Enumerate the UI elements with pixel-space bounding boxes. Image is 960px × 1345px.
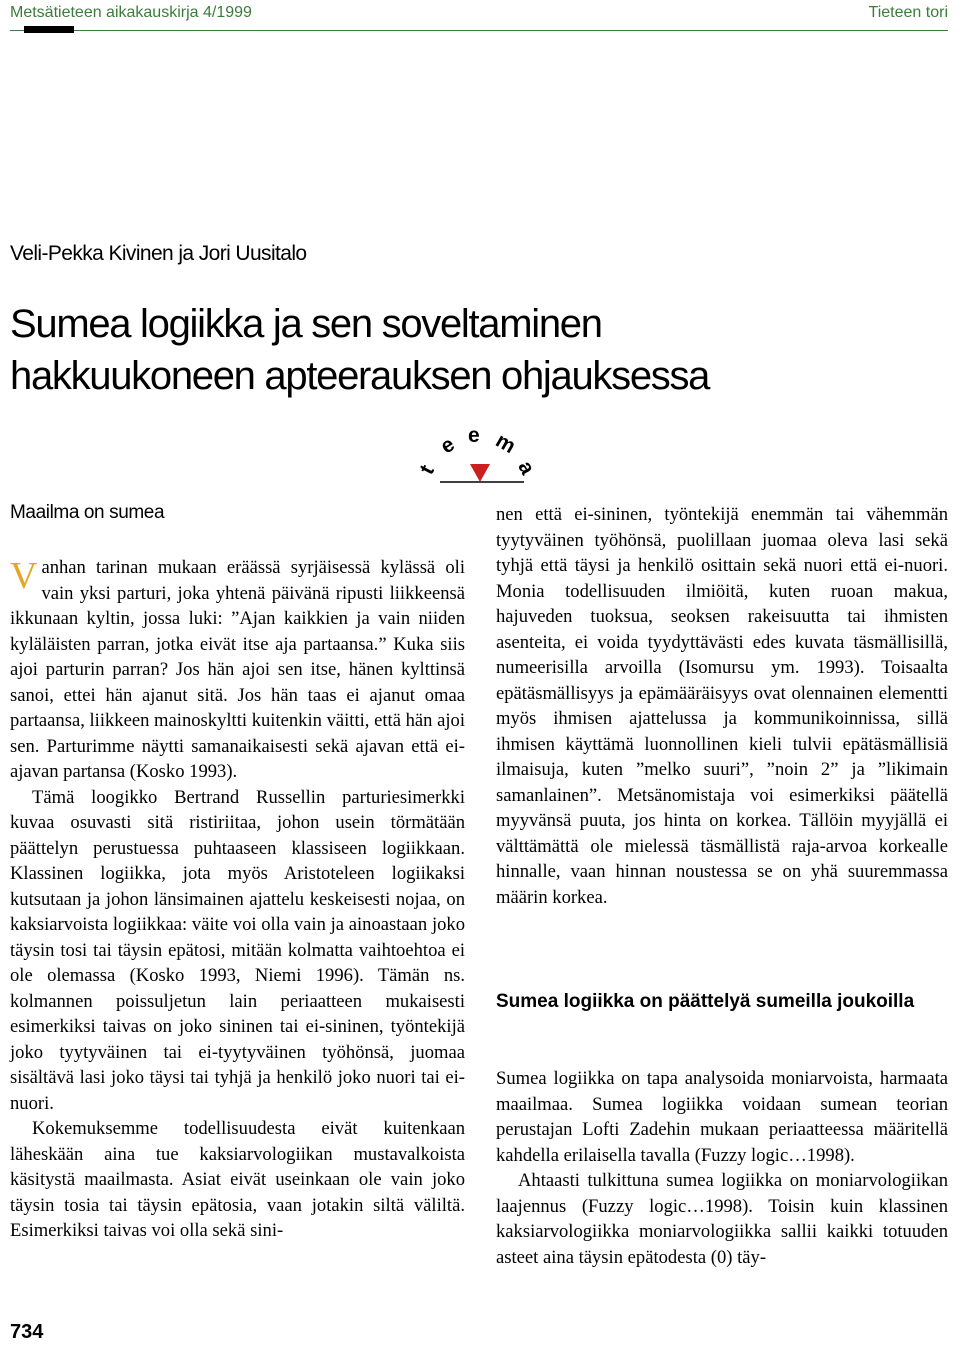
paragraph: Kokemuksemme todellisuudesta eivät kuitenkaan läheskään aina tue kaksiarvologiikan mustavalkoista käsitystä maailmasta. Asiat eivät useinkaan ole vain joko täysin tosia tai täysin epätosia, vaan jotakin siltä väliltä. Esimerkiksi taivas voi olla sekä sini- (10, 1118, 465, 1241)
teema-letter-m: m (491, 428, 520, 459)
right-column (496, 502, 948, 910)
teema-logo (415, 420, 548, 490)
paragraph: Sumea logiikka on tapa analysoida moniarvoista, harmaata maailmaa. Sumea logiikka voidaan sumean teorian perustajan Lofti Zadehin mukaan periaatteessa määritellä kahdella erilaisella tavalla (Fuzzy logic…1998). (496, 1068, 948, 1166)
section-heading-right: Sumea logiikka on päättelyä sumeilla joukoilla (496, 991, 915, 1012)
article-authors: Veli-Pekka Kivinen ja Jori Uusitalo (10, 242, 307, 265)
title-line-2: hakkuukoneen apteerauksen ohjauksessa (10, 354, 710, 398)
paragraph: nen että ei-sininen, työntekijä enemmän tai vähemmän tyytyväinen työhönsä, puolillaan juomaa oleva lasi sekä tyhjä että täysi ja henkilö osittain sekä nuori että ei-nuori. Monia todellisuuden ilmiöitä, kuten ruoan makua, hajuveden tuoksua, seoksen rakeisuutta tai ihmisten asenteita, ei voida tyydyttävästi edes kuvata täsmällisillä, numeerisilla arvoilla (Isomursu ym. 1993). Toisaalta epätäsmällisyys ja epämääräisyys ovat olennainen elementti myös ihmisen ajattelussa ja kommunikoinnissa, sillä ihmisen käyttämä luonnollinen kieli tulvii epätäsmällisiä ilmaisuja, kuten ”melko suuri”, ”noin 2” ja ”likimain samanlainen”. Metsänomistaja voi esimerkiksi päätellä myyvänsä puuta, jos hinta on korkea. Tällöin myyjällä ei välttämättä ole mielessä täsmällistä raja-arvoa korkealle hinnalle, vaan hinnan noustessa se on yhä suuremmassa määrin korkea. (496, 504, 948, 908)
paragraph: Ahtaasti tulkittuna sumea logiikka on moniarvologiikan laajennus (Fuzzy logic…1998). Toisin kuin klassinen kaksiarvologiikka moniarvologiikka sallii kaikki totuuden asteet aina täysin epätodesta (0) täy- (496, 1170, 948, 1268)
section-heading-left: Maailma on sumea (10, 502, 165, 523)
journal-name: Metsätieteen aikakauskirja 4/1999 (10, 4, 252, 21)
header-block-mark (24, 26, 74, 33)
article-title (10, 298, 709, 402)
left-column (10, 555, 465, 1244)
paragraph: Tämä loogikko Bertrand Russellin parturiesimerkki kuvaa osuvasti sitä ristiriitaa, johon usein törmätään päättelyn perustuessa puhtaaseen klassiseen logiikkaan. Klassinen logiikka, jota myös Aristoteleen logiikaksi kutsutaan ja johon länsimainen ajattelu keskeisesti nojaa, on kaksiarvoista logiikkaa: väite voi olla vain ja ainoastaan joko täysin tosi tai täysin epätosi, mitään kolmatta vaihtoehtoa ei ole olemassa (Kosko 1993, Niemi 1996). Tämän ns. kolmannen poissuljetun lain periaatteen mukaisesti esimerkiksi taivas on joko sininen tai ei-sininen, työntekijä joko tyytyväinen tai ei-tyytyväinen työhönsä, juomaa sisältävä lasi joko täysi tai tyhjä ja henkilö joko nuori tai ei-nuori. (10, 786, 465, 1114)
header-rule (10, 30, 948, 31)
teema-letter-e2: e (468, 424, 480, 447)
teema-letter-t: t (415, 461, 439, 479)
title-line-1: Sumea logiikka ja sen soveltaminen (10, 302, 602, 346)
page-number: 734 (10, 1321, 44, 1343)
paragraph (10, 555, 465, 785)
teema-letter-e1: e (436, 432, 459, 459)
teema-letter-a: a (513, 457, 540, 479)
teema-marker-icon (418, 420, 548, 490)
paragraph-text: anhan tarinan mukaan eräässä syrjäisessä kylässä oli vain yksi parturi, joka yhtenä päivänä ripusti liikkeensä ikkunaan kyltin, jossa luki: ”Ajan kaikkien ja vain niiden kyläläisten parran, jotka eivät itse aja partaansa.” Kuka siis ajoi parturin parran? Jos hän ajoi sen itse, hänen kylttinsä sanoi, ettei hän ajanut sitä. Jos hän taas ei ajanut omaa partaansa, liikkeen mainoskyltti kuitenkin väitti, että hän ajoi sen. Parturimme näytti samanaikaisesti sekä ajavan että ei-ajavan partansa (Kosko 1993). (10, 557, 465, 782)
drop-cap: V (10, 555, 38, 597)
right-column-lower (496, 1066, 948, 1270)
section-name: Tieteen tori (868, 4, 948, 21)
